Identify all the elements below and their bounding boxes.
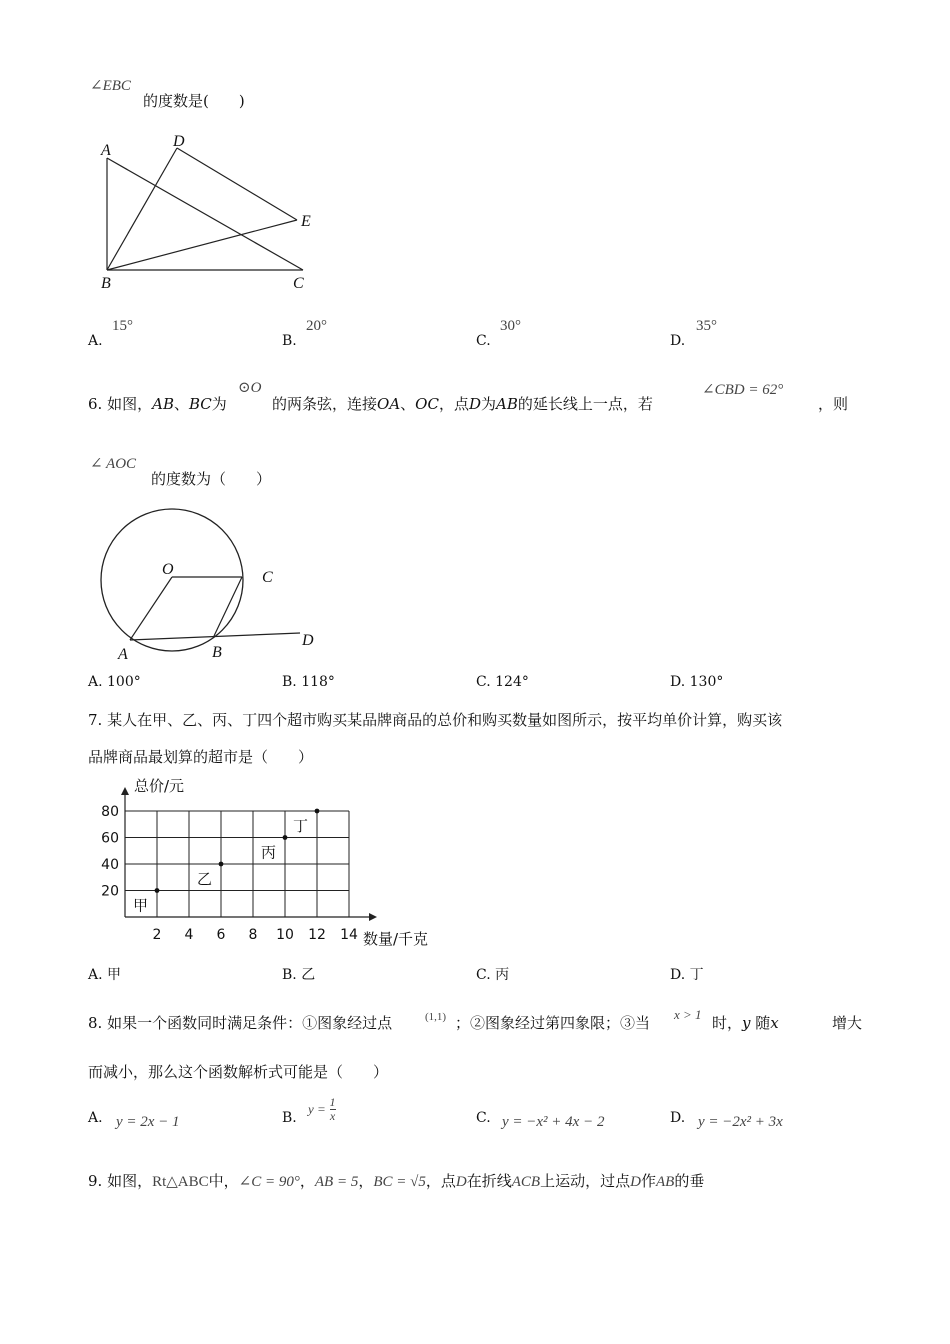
q6-oa: OA <box>377 395 401 413</box>
q6-option-c-value: 124° <box>495 674 529 690</box>
q8-option-a-value: y = 2x − 1 <box>116 1114 180 1130</box>
q9-bc: BC = √5 <box>373 1174 426 1190</box>
q8-t5: 增大 <box>832 1014 863 1032</box>
q6-option-d <box>670 674 723 690</box>
q6-circle-o: ⊙O <box>238 380 262 396</box>
q7-option-c-value: 丙 <box>495 967 510 983</box>
q5-stem-text: 的度数是( ) <box>143 92 245 110</box>
q8-option-b-den: x <box>329 1109 336 1123</box>
q6-t6: ，点 <box>438 395 469 413</box>
q7-option-b-letter: B. <box>282 967 297 983</box>
q6-line1-rest <box>272 393 653 414</box>
x-axis-arrow <box>369 913 377 921</box>
q5-option-a-value: 15° <box>112 318 133 334</box>
q9-t7: 上运动，过点 <box>540 1172 631 1190</box>
q5-option-c-value: 30° <box>500 318 521 334</box>
q5-label-a: A <box>101 142 111 159</box>
q6-t2: 、 <box>173 395 189 413</box>
q7-axes <box>121 787 377 921</box>
q6-label-b: B <box>212 644 222 661</box>
q8-t4: 随 <box>755 1014 771 1032</box>
q9-ab2: AB <box>655 1174 675 1190</box>
q9-t9: 的垂 <box>674 1172 705 1190</box>
q7-chart <box>95 774 445 950</box>
q6-t5: 、 <box>400 395 416 413</box>
data-point <box>155 888 160 893</box>
q8-point: (1,1) <box>425 1011 447 1023</box>
q6-option-c-letter: C. <box>476 674 491 690</box>
y-tick-label: 80 <box>101 804 119 820</box>
q6-stem-text2: 的度数为（ ） <box>151 470 272 488</box>
q6-option-a-letter: A. <box>88 674 103 690</box>
q9-t2: 中， <box>208 1172 239 1190</box>
q8-t3: 时， <box>712 1014 743 1032</box>
q6-option-d-letter: D. <box>670 674 686 690</box>
q6-figure <box>96 505 326 665</box>
q9-d: D <box>455 1174 467 1190</box>
q5-label-d: D <box>173 133 185 150</box>
q6-option-b <box>282 674 335 690</box>
q5-option-b-value: 20° <box>306 318 327 334</box>
q6-ab2: AB <box>496 395 518 413</box>
q5-label-e: E <box>301 213 311 230</box>
q8-t1: 8. 如果一个函数同时满足条件：①图象经过点 <box>88 1014 393 1032</box>
q6-t3: 为 <box>211 395 227 413</box>
data-point-label: 甲 <box>132 896 148 915</box>
q8-option-c-letter: C. <box>476 1110 491 1126</box>
q6-option-a-value: 100° <box>107 674 141 690</box>
q6-t7: 为 <box>481 395 497 413</box>
q6-label-d: D <box>302 632 314 649</box>
q9-t3: ， <box>299 1172 315 1190</box>
q6-oc: OC <box>415 395 439 413</box>
q7-option-d-value: 丁 <box>689 967 704 983</box>
x-tick-label: 14 <box>340 927 358 943</box>
q7-option-c-letter: C. <box>476 967 491 983</box>
q9-ab: AB = 5 <box>314 1174 359 1190</box>
q8-option-c-value: y = −x² + 4x − 2 <box>502 1114 605 1130</box>
q7-option-a-letter: A. <box>88 967 103 983</box>
q7-points <box>133 809 319 915</box>
q8-y: y <box>742 1014 751 1032</box>
q7-x-axis-label: 数量/千克 <box>363 930 429 948</box>
q8-cond: x > 1 <box>674 1007 702 1022</box>
q5-option-b-letter: B. <box>282 333 297 349</box>
y-axis-arrow <box>121 787 129 795</box>
q8-option-b-lhs: y = <box>308 1101 326 1117</box>
y-tick-label: 20 <box>101 883 119 900</box>
q6-angle-cbd: ∠CBD = 62° <box>702 382 784 398</box>
q8-option-b-value <box>308 1096 336 1123</box>
q5-label-c: C <box>293 275 304 292</box>
q8-t2: ；②图象经过第四象限；③当 <box>455 1014 651 1032</box>
q7-option-b-value: 乙 <box>301 967 316 983</box>
q8-option-b-num: 1 <box>329 1095 336 1109</box>
q5-option-d-letter: D. <box>670 333 686 349</box>
q6-bc: BC <box>188 395 212 413</box>
q6-option-a <box>88 674 141 690</box>
q5-label-b: B <box>101 275 111 292</box>
x-tick-label: 4 <box>184 927 194 943</box>
q6-t4: 的两条弦，连接 <box>272 395 378 413</box>
q7-option-d-letter: D. <box>670 967 686 983</box>
q6-t9: ，则 <box>818 395 849 413</box>
q5-option-a-letter: A. <box>88 333 103 349</box>
q6-option-d-value: 130° <box>689 674 724 690</box>
q5-option-d-value: 35° <box>696 318 717 334</box>
data-point <box>315 809 320 814</box>
q6-label-o: O <box>162 561 174 578</box>
q8-option-a-letter: A. <box>88 1110 103 1126</box>
q8-line2: 而减小，那么这个函数解析式可能是（ ） <box>88 1063 389 1081</box>
q7-option-a <box>88 964 121 984</box>
q6-option-b-letter: B. <box>282 674 297 690</box>
q5-figure <box>95 128 325 298</box>
q6-number: 6. <box>88 395 103 413</box>
q6-t1: 如图， <box>107 395 153 413</box>
data-point-label: 乙 <box>196 870 212 888</box>
q6-angle-aoc: ∠ AOC <box>90 456 137 472</box>
q7-line2: 品牌商品最划算的超市是（ ） <box>88 748 314 766</box>
q8-option-b-letter: B. <box>282 1110 297 1126</box>
q7-grid <box>125 811 349 917</box>
q9-t1: 9. 如图， <box>88 1172 153 1190</box>
y-tick-label: 60 <box>101 830 119 847</box>
q7-option-d <box>670 964 704 984</box>
q9-line1 <box>88 1170 704 1191</box>
q8-rest <box>712 1012 779 1033</box>
q9-t6: 在折线 <box>466 1172 512 1190</box>
q7-line1: 7. 某人在甲、乙、丙、丁四个超市购买某品牌商品的总价和购买数量如图所示，按平均单价计算，购买该 <box>88 711 783 729</box>
q6-option-c <box>476 674 529 690</box>
q9-t8: 作 <box>640 1172 656 1190</box>
x-tick-label: 2 <box>152 927 162 943</box>
q7-y-axis-label: 总价/元 <box>134 777 185 795</box>
q7-ticks <box>101 804 358 943</box>
q6-label-a: A <box>118 646 128 663</box>
q9-d2: D <box>630 1174 641 1190</box>
y-tick-label: 40 <box>101 857 119 873</box>
q9-t4: ， <box>358 1172 374 1190</box>
q9-triangle: Rt△ABC <box>152 1174 209 1190</box>
x-tick-label: 12 <box>308 927 326 943</box>
data-point-label: 丁 <box>292 817 308 835</box>
q8-option-b-fraction <box>330 1096 336 1123</box>
q5-angle-math: ∠EBC <box>90 78 131 94</box>
q6-d: D <box>468 395 481 413</box>
q6-label-c: C <box>262 569 273 586</box>
q8-x: x <box>770 1014 779 1032</box>
q9-angle: ∠C = 90° <box>238 1174 300 1190</box>
x-tick-label: 8 <box>248 927 258 943</box>
q7-option-b <box>282 964 315 984</box>
q6-line1 <box>88 393 227 414</box>
q9-t5: ，点 <box>425 1172 456 1190</box>
x-tick-label: 10 <box>276 927 294 943</box>
data-point <box>219 862 224 867</box>
x-tick-label: 6 <box>216 927 226 943</box>
q5-option-c-letter: C. <box>476 333 491 349</box>
q6-option-b-value: 118° <box>301 674 335 690</box>
q9-acb: ACB <box>511 1174 541 1190</box>
data-point <box>283 835 288 840</box>
q7-option-c <box>476 964 509 984</box>
data-point-label: 丙 <box>260 843 276 862</box>
q8-option-d-value: y = −2x² + 3x <box>698 1114 783 1130</box>
q6-ab: AB <box>152 395 174 413</box>
q6-t8: 的延长线上一点，若 <box>517 395 653 413</box>
q8-option-d-letter: D. <box>670 1110 686 1126</box>
q7-option-a-value: 甲 <box>107 967 122 983</box>
